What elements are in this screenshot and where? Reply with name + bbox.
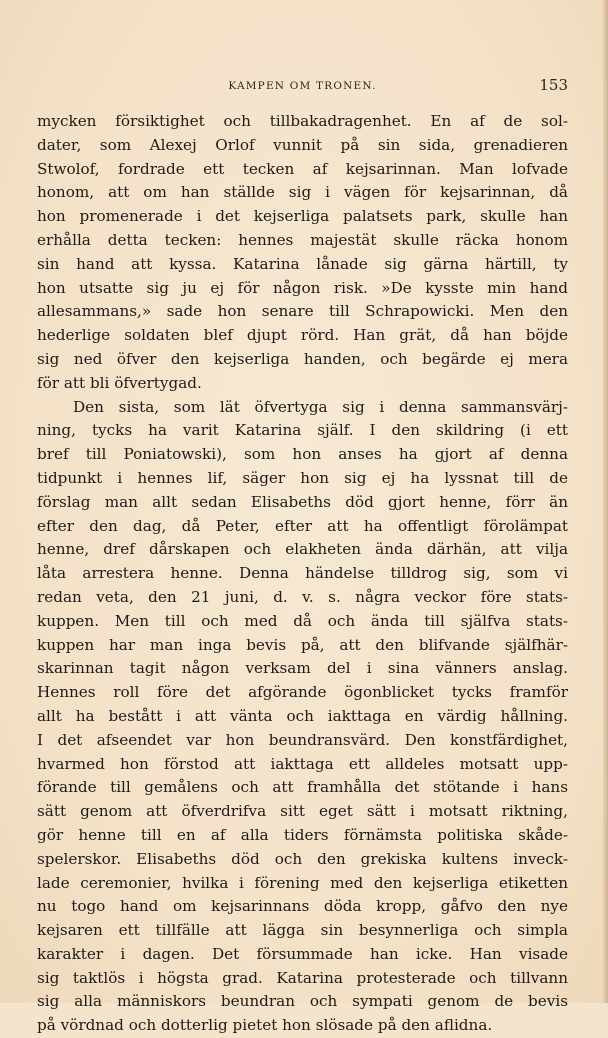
text-line: gör henne till en af alla tiders förnämsta politiska skåde- (37, 825, 568, 844)
text-line: sin hand att kyssa. Katarina lånade sig gärna härtill, ty (37, 254, 568, 273)
text-line: hon promenerade i det kejserliga palatsets park, skulle han (37, 207, 568, 226)
text-line: förslag man allt sedan Elisabeths död gjort henne, förr än (37, 492, 568, 511)
page-number: 153 (539, 76, 568, 94)
text-line: mycken försiktighet och tillbakadragenhet. En af de sol- (37, 112, 568, 130)
page-header (37, 76, 568, 100)
text-line: för att bli öfvertygad. (37, 373, 202, 392)
text-line: efter den dag, då Peter, efter att ha offentligt förolämpat (37, 516, 568, 535)
text-line: allesammans,» sade hon senare till Schrapowicki. Men den (37, 302, 568, 321)
text-line: sätt genom att öfverdrifva sitt eget sätt i motsatt riktning, (37, 802, 568, 821)
text-line: kuppen. Men till och med då och ända till själfva stats- (37, 611, 568, 630)
text-line: spelerskor. Elisabeths död och den grekiska kultens inveck- (37, 849, 568, 868)
text-line: erhålla detta tecken: hennes majestät skulle räcka honom (37, 230, 568, 249)
text-line: låta arrestera henne. Denna händelse tilldrog sig, som vi (37, 564, 568, 583)
paragraph-1 (37, 110, 568, 396)
text-line: skarinnan tagit någon verksam del i sina vänners anslag. (37, 659, 568, 678)
text-line: Den sista, som lät öfvertyga sig i denna sammansvärj- (73, 397, 568, 416)
text-line: sig alla människors beundran och sympati genom de bevis (37, 992, 568, 1011)
text-line: karakter i dagen. Det försummade han icke. Han visade (37, 944, 568, 963)
text-line: kejsaren ett tillfälle att lägga sin besynnerliga och simpla (37, 921, 568, 940)
text-line: sig taktlös i högsta grad. Katarina protesterade och tillvann (37, 968, 568, 987)
text-line: Stwolof, fordrade ett tecken af kejsarinnan. Man lofvade (37, 159, 568, 178)
page-edge-shadow (603, 0, 608, 1003)
text-line: honom, att om han ställde sig i vägen för kejsarinnan, då (37, 183, 568, 202)
text-line: förande till gemålens och att framhålla det stötande i hans (37, 778, 568, 797)
text-line: sig ned öfver den kejserliga handen, och begärde ej mera (37, 349, 568, 368)
text-line: Hennes roll före det afgörande ögonblicket tycks framför (37, 683, 568, 702)
text-line: henne, dref dårskapen och elakheten ända därhän, att vilja (37, 540, 568, 559)
text-line: ning, tycks ha varit Katarina själf. I den skildring (i ett (37, 421, 568, 440)
text-line: hederlige soldaten blef djupt rörd. Han grät, då han böjde (37, 326, 568, 345)
body-text (37, 110, 568, 1038)
text-line: dater, som Alexej Orlof vunnit på sin sida, grenadieren (37, 135, 568, 154)
text-line: redan veta, den 21 juni, d. v. s. några veckor före stats- (37, 587, 568, 606)
text-line: nu togo hand om kejsarinnans döda kropp, gåfvo den nye (37, 897, 568, 916)
text-line: hvarmed hon förstod att iakttaga ett alldeles motsatt upp- (37, 754, 568, 773)
text-line: på vördnad och dotterlig pietet hon slösade på den aflidna. (37, 1016, 493, 1035)
text-line: allt ha bestått i att vänta och iakttaga en värdig hållning. (37, 706, 568, 725)
paragraph-2 (37, 396, 568, 1038)
text-line: tidpunkt i hennes lif, säger hon sig ej ha lyssnat till de (37, 468, 568, 487)
text-line: hon utsatte sig ju ej för någon risk. »De kysste min hand (37, 278, 568, 297)
text-line: I det afseendet var hon beundransvärd. Den konstfärdighet, (37, 730, 568, 749)
text-line: kuppen har man inga bevis på, att den blifvande själfhär- (37, 635, 568, 654)
running-head: KAMPEN OM TRONEN. (228, 80, 377, 92)
text-line: lade ceremonier, hvilka i förening med den kejserliga etiketten (37, 873, 568, 892)
text-line: bref till Poniatowski), som hon anses ha gjort af denna (37, 445, 568, 464)
